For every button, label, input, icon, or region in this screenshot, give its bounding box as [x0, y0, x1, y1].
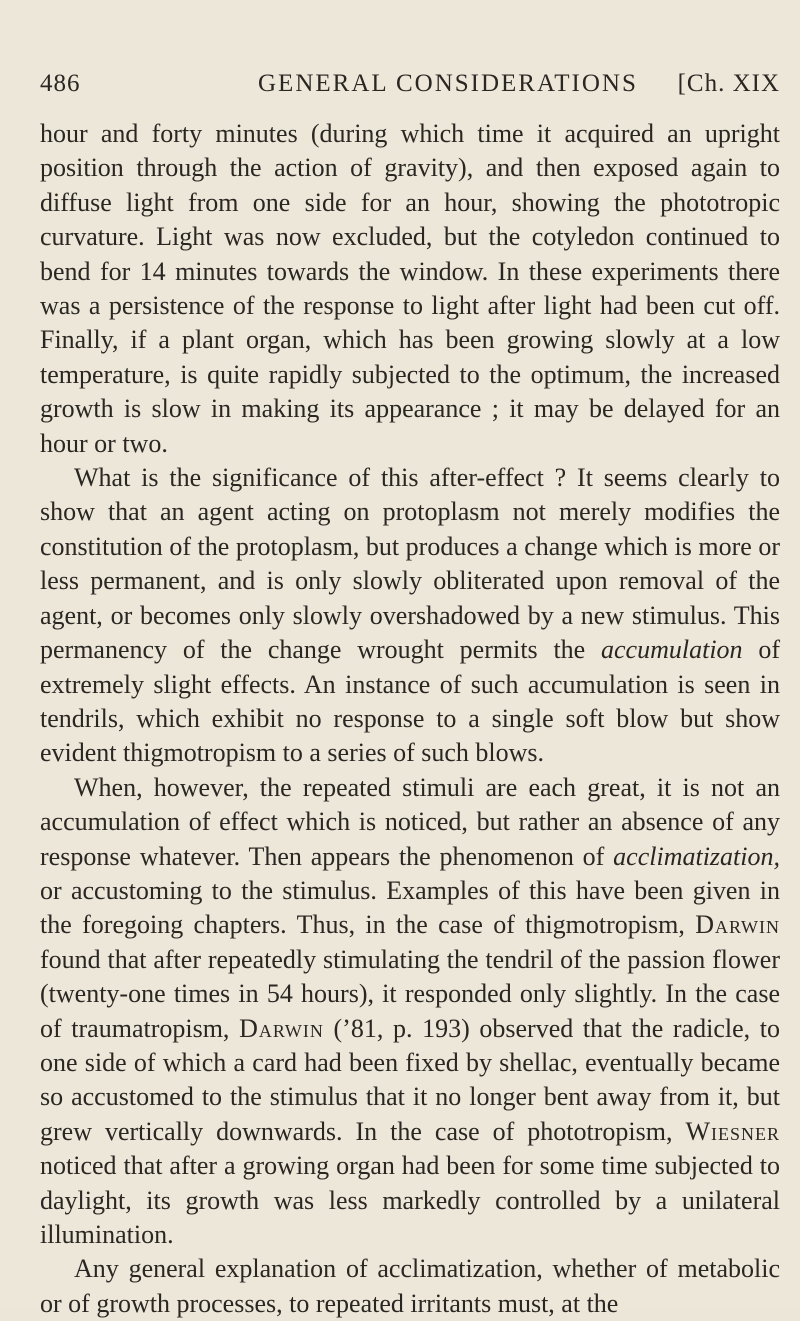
author-name: Darwin — [695, 910, 780, 940]
paragraph-1 — [40, 117, 780, 461]
text-run: What is the significance of this after-effect ? It seems clearly to show that an agent acting on protoplasm not merely modifies the constitution of the protoplasm, but produces a change which is more or less permanent, and is only slowly obliterated upon removal of the agent, or becomes only slowly overshadowed by a new stimulus. This permanency of the change wrought permits the — [40, 463, 780, 665]
text-run: noticed that after a growing organ had been for some time subjected to daylight, its growth was less markedly controlled by a unilateral illumination. — [40, 1151, 780, 1249]
paragraph-3 — [40, 771, 780, 1253]
author-name: Wiesner — [685, 1116, 780, 1146]
running-title: GENERAL CONSIDERATIONS — [258, 70, 638, 97]
text-run: Any general explanation of acclimatization, whether of metabolic or of growth processes, to repeated irritants must, at the — [40, 1254, 780, 1318]
text-run: hour and forty minutes (during which time it acquired an upright position through the action of gravity), and then exposed again to diffuse light from one side for an hour, showing the phototropic curvature. Light was now excluded, but the cotyledon continued to bend for 14 minutes towards the window. In these experiments there was a persistence of the response to light after light had been cut off. Finally, if a plant organ, which has been growing slowly at a low temperature, is quite rapidly subjected to the optimum, the increased growth is slow in making its appearance ; it may be delayed for an hour or two. — [40, 119, 780, 458]
page-number: 486 — [40, 70, 81, 97]
italic-term: accumulation — [601, 635, 743, 665]
chapter-label: [Ch. XIX — [677, 70, 780, 97]
text-run: When, however, the repeated stimuli are each great, it is not an accumulation of effect which is noticed, but rather an absence of any response whatever. Then appears the phenomenon of — [40, 772, 780, 871]
text-run: found that after repeatedly stimulating the tendril of the passion flower (twenty-one times in 54 hours), it responded only slightly. In the case of traumatropism, — [40, 944, 780, 1043]
paragraph-2 — [40, 461, 780, 771]
text-run: or accustoming to the stimulus. Examples of this have been given in the foregoing chapters. Thus, in the case of thigmotropism, — [40, 875, 780, 940]
author-name: Darwin — [239, 1013, 324, 1043]
running-header — [40, 70, 780, 104]
body-text — [40, 117, 780, 1321]
italic-term: acclimatization, — [613, 841, 780, 871]
text-run: (’81, p. 193) observed that the radicle, to one side of which a card had been fixed by shellac, eventually became so accustomed to the stimulus that it no longer bent away from it, but grew vertically downwards. In the case of phototropism, — [40, 1013, 781, 1146]
paragraph-4 — [40, 1252, 780, 1321]
text-run: of extremely slight effects. An instance of such accumulation is seen in tendrils, which exhibit no response to a single soft blow but show evident thigmotropism to a series of such blows. — [40, 635, 780, 768]
